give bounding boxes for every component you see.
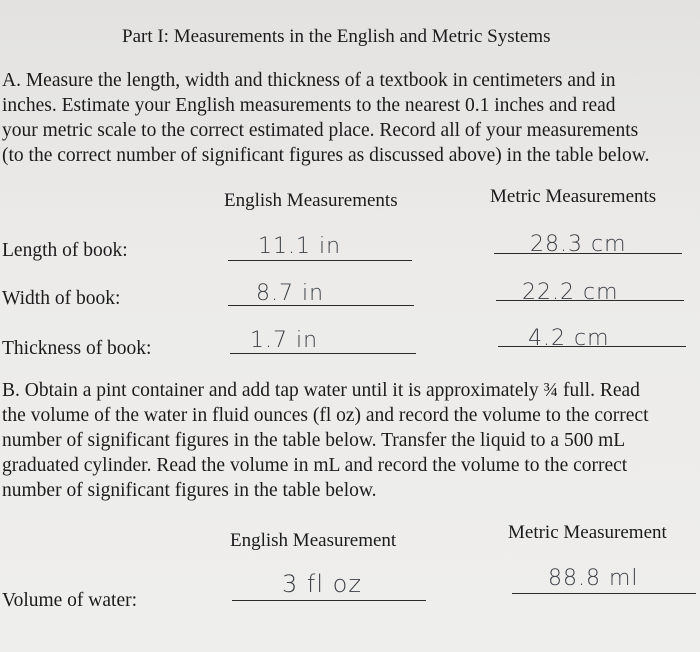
section-a-line-3: your metric scale to the correct estimated place. Record all of your measurements: [2, 120, 639, 141]
answer-width-english[interactable]: 8.7 in: [256, 281, 325, 306]
answer-line-volume-english: [232, 600, 426, 601]
answer-length-english[interactable]: 11.1 in: [258, 234, 342, 259]
row-label-length: Length of book:: [2, 240, 128, 261]
answer-thickness-metric[interactable]: 4.2 cm: [528, 326, 610, 351]
row-label-width: Width of book:: [2, 288, 121, 309]
answer-thickness-english[interactable]: 1.7 in: [250, 328, 319, 353]
section-b-line-1: B. Obtain a pint container and add tap water until it is approximately ¾ full. Read: [2, 380, 640, 401]
answer-width-metric[interactable]: 22.2 cm: [522, 280, 619, 305]
col-header-metric: Metric Measurements: [490, 186, 657, 207]
answer-length-metric[interactable]: 28.3 cm: [530, 232, 627, 257]
answer-volume-english[interactable]: 3 fl oz: [282, 570, 362, 598]
part-title: Part I: Measurements in the English and Metric Systems: [122, 26, 551, 47]
answer-line-thickness-english: [230, 353, 416, 354]
section-a-line-4: (to the correct number of significant figures as discussed above) in the table below.: [2, 145, 650, 166]
section-b-line-4: graduated cylinder. Read the volume in mL and record the volume to the correct: [2, 455, 628, 476]
row-label-volume: Volume of water:: [2, 590, 138, 611]
answer-line-volume-metric: [512, 593, 696, 594]
section-a-line-2: inches. Estimate your English measurements to the nearest 0.1 inches and read: [2, 95, 616, 116]
section-b-line-2: the volume of the water in fluid ounces (fl oz) and record the volume to the correct: [2, 405, 649, 426]
section-b-line-3: number of significant figures in the table below. Transfer the liquid to a 500 mL: [2, 430, 626, 451]
answer-line-length-english: [228, 260, 412, 261]
col-header-english: English Measurements: [224, 190, 398, 211]
answer-volume-metric[interactable]: 88.8 ml: [548, 566, 639, 591]
section-b-line-5: number of significant figures in the table below.: [2, 480, 377, 501]
row-label-thickness: Thickness of book:: [2, 338, 152, 359]
section-a-line-1: A. Measure the length, width and thickness of a textbook in centimeters and in: [2, 70, 616, 91]
col-header-english-b: English Measurement: [230, 530, 397, 551]
col-header-metric-b: Metric Measurement: [508, 522, 667, 543]
